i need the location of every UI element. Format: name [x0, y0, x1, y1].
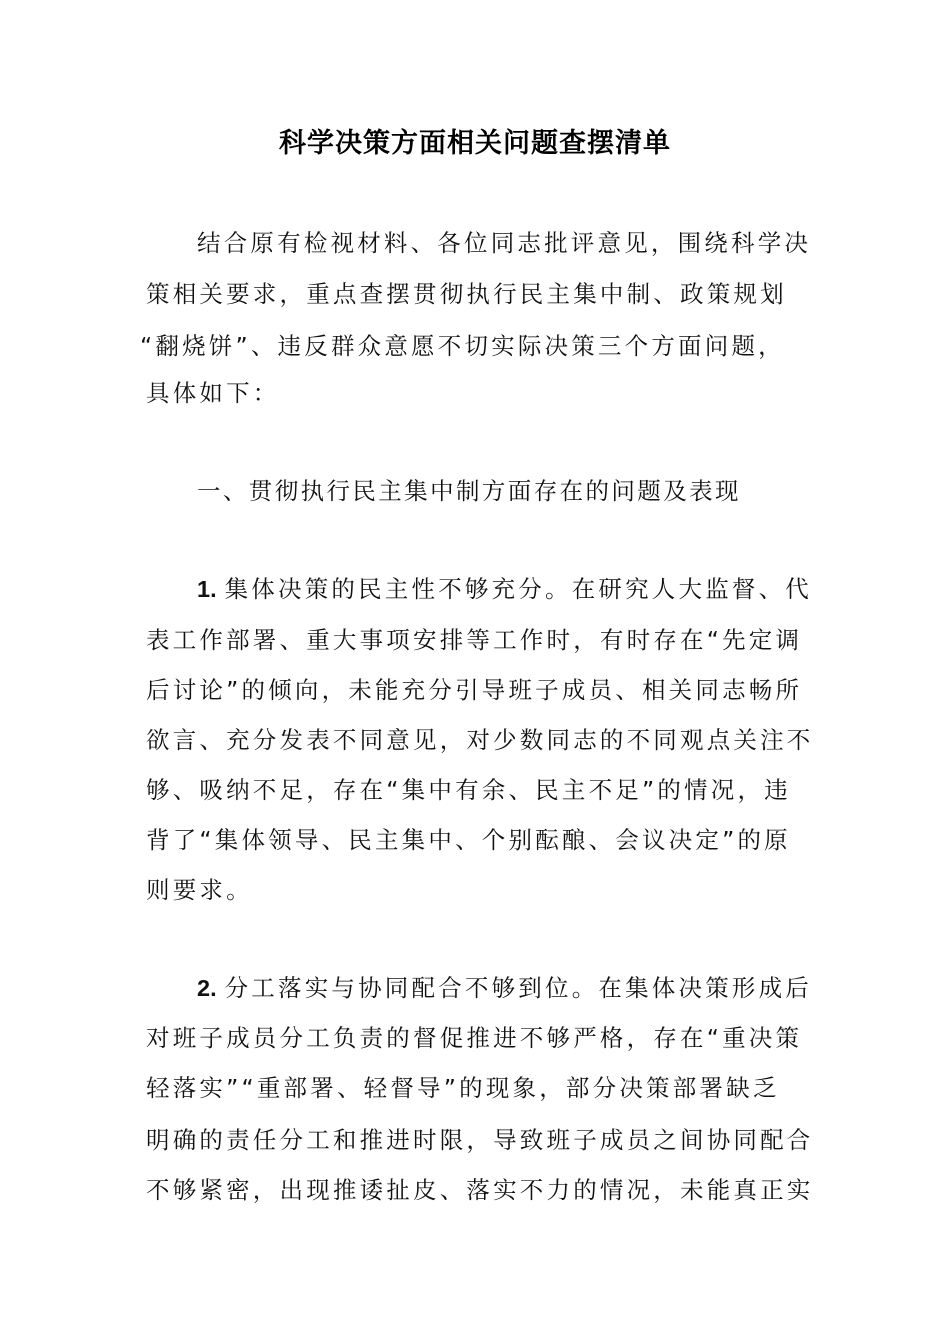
item-line: 背了“集体领导、民主集中、个别酝酿、会议决定”的原 [146, 826, 791, 854]
intro-line: 策相关要求，重点查摆贯彻执行民主集中制、政策规划 [146, 280, 787, 308]
item-line: 够、吸纳不足，存在“集中有余、民主不足”的情况，违 [146, 776, 791, 804]
item-number: 2. [197, 975, 217, 1001]
item-line: 则要求。 [146, 876, 253, 904]
item-first-line [197, 572, 813, 606]
document-title: 科学决策方面相关问题查摆清单 [279, 128, 671, 159]
item-line: 明确的责任分工和推进时限，导致班子成员之间协同配合 [146, 1126, 814, 1154]
intro-line: “翻烧饼”、违反群众意愿不切实际决策三个方面问题， [140, 332, 785, 360]
item-number: 1. [197, 576, 217, 602]
item-line: 对班子成员分工负责的督促推进不够严格，存在“重决策 [146, 1024, 803, 1052]
intro-line: 具体如下： [146, 379, 280, 407]
item-line: 表工作部署、重大事项安排等工作时，有时存在“先定调 [146, 626, 803, 654]
item-lead-text: 分工落实与协同配合不够到位。在集体决策形成后 [224, 974, 813, 1002]
item-line: 后讨论”的倾向，未能充分引导班子成员、相关同志畅所 [146, 676, 803, 704]
section-heading: 一、贯彻执行民主集中制方面存在的问题及表现 [197, 477, 741, 505]
item-line: 不够紧密，出现推诿扯皮、落实不力的情况，未能真正实 [146, 1176, 814, 1204]
item-lead-text: 集体决策的民主性不够充分。在研究人大监督、代 [224, 575, 813, 603]
item-first-line [197, 971, 813, 1005]
item-line: 轻落实”“重部署、轻督导”的现象，部分决策部署缺乏 [146, 1074, 780, 1102]
item-line: 欲言、充分发表不同意见，对少数同志的不同观点关注不 [146, 726, 814, 754]
intro-line: 结合原有检视材料、各位同志批评意见，围绕科学决 [197, 229, 812, 257]
